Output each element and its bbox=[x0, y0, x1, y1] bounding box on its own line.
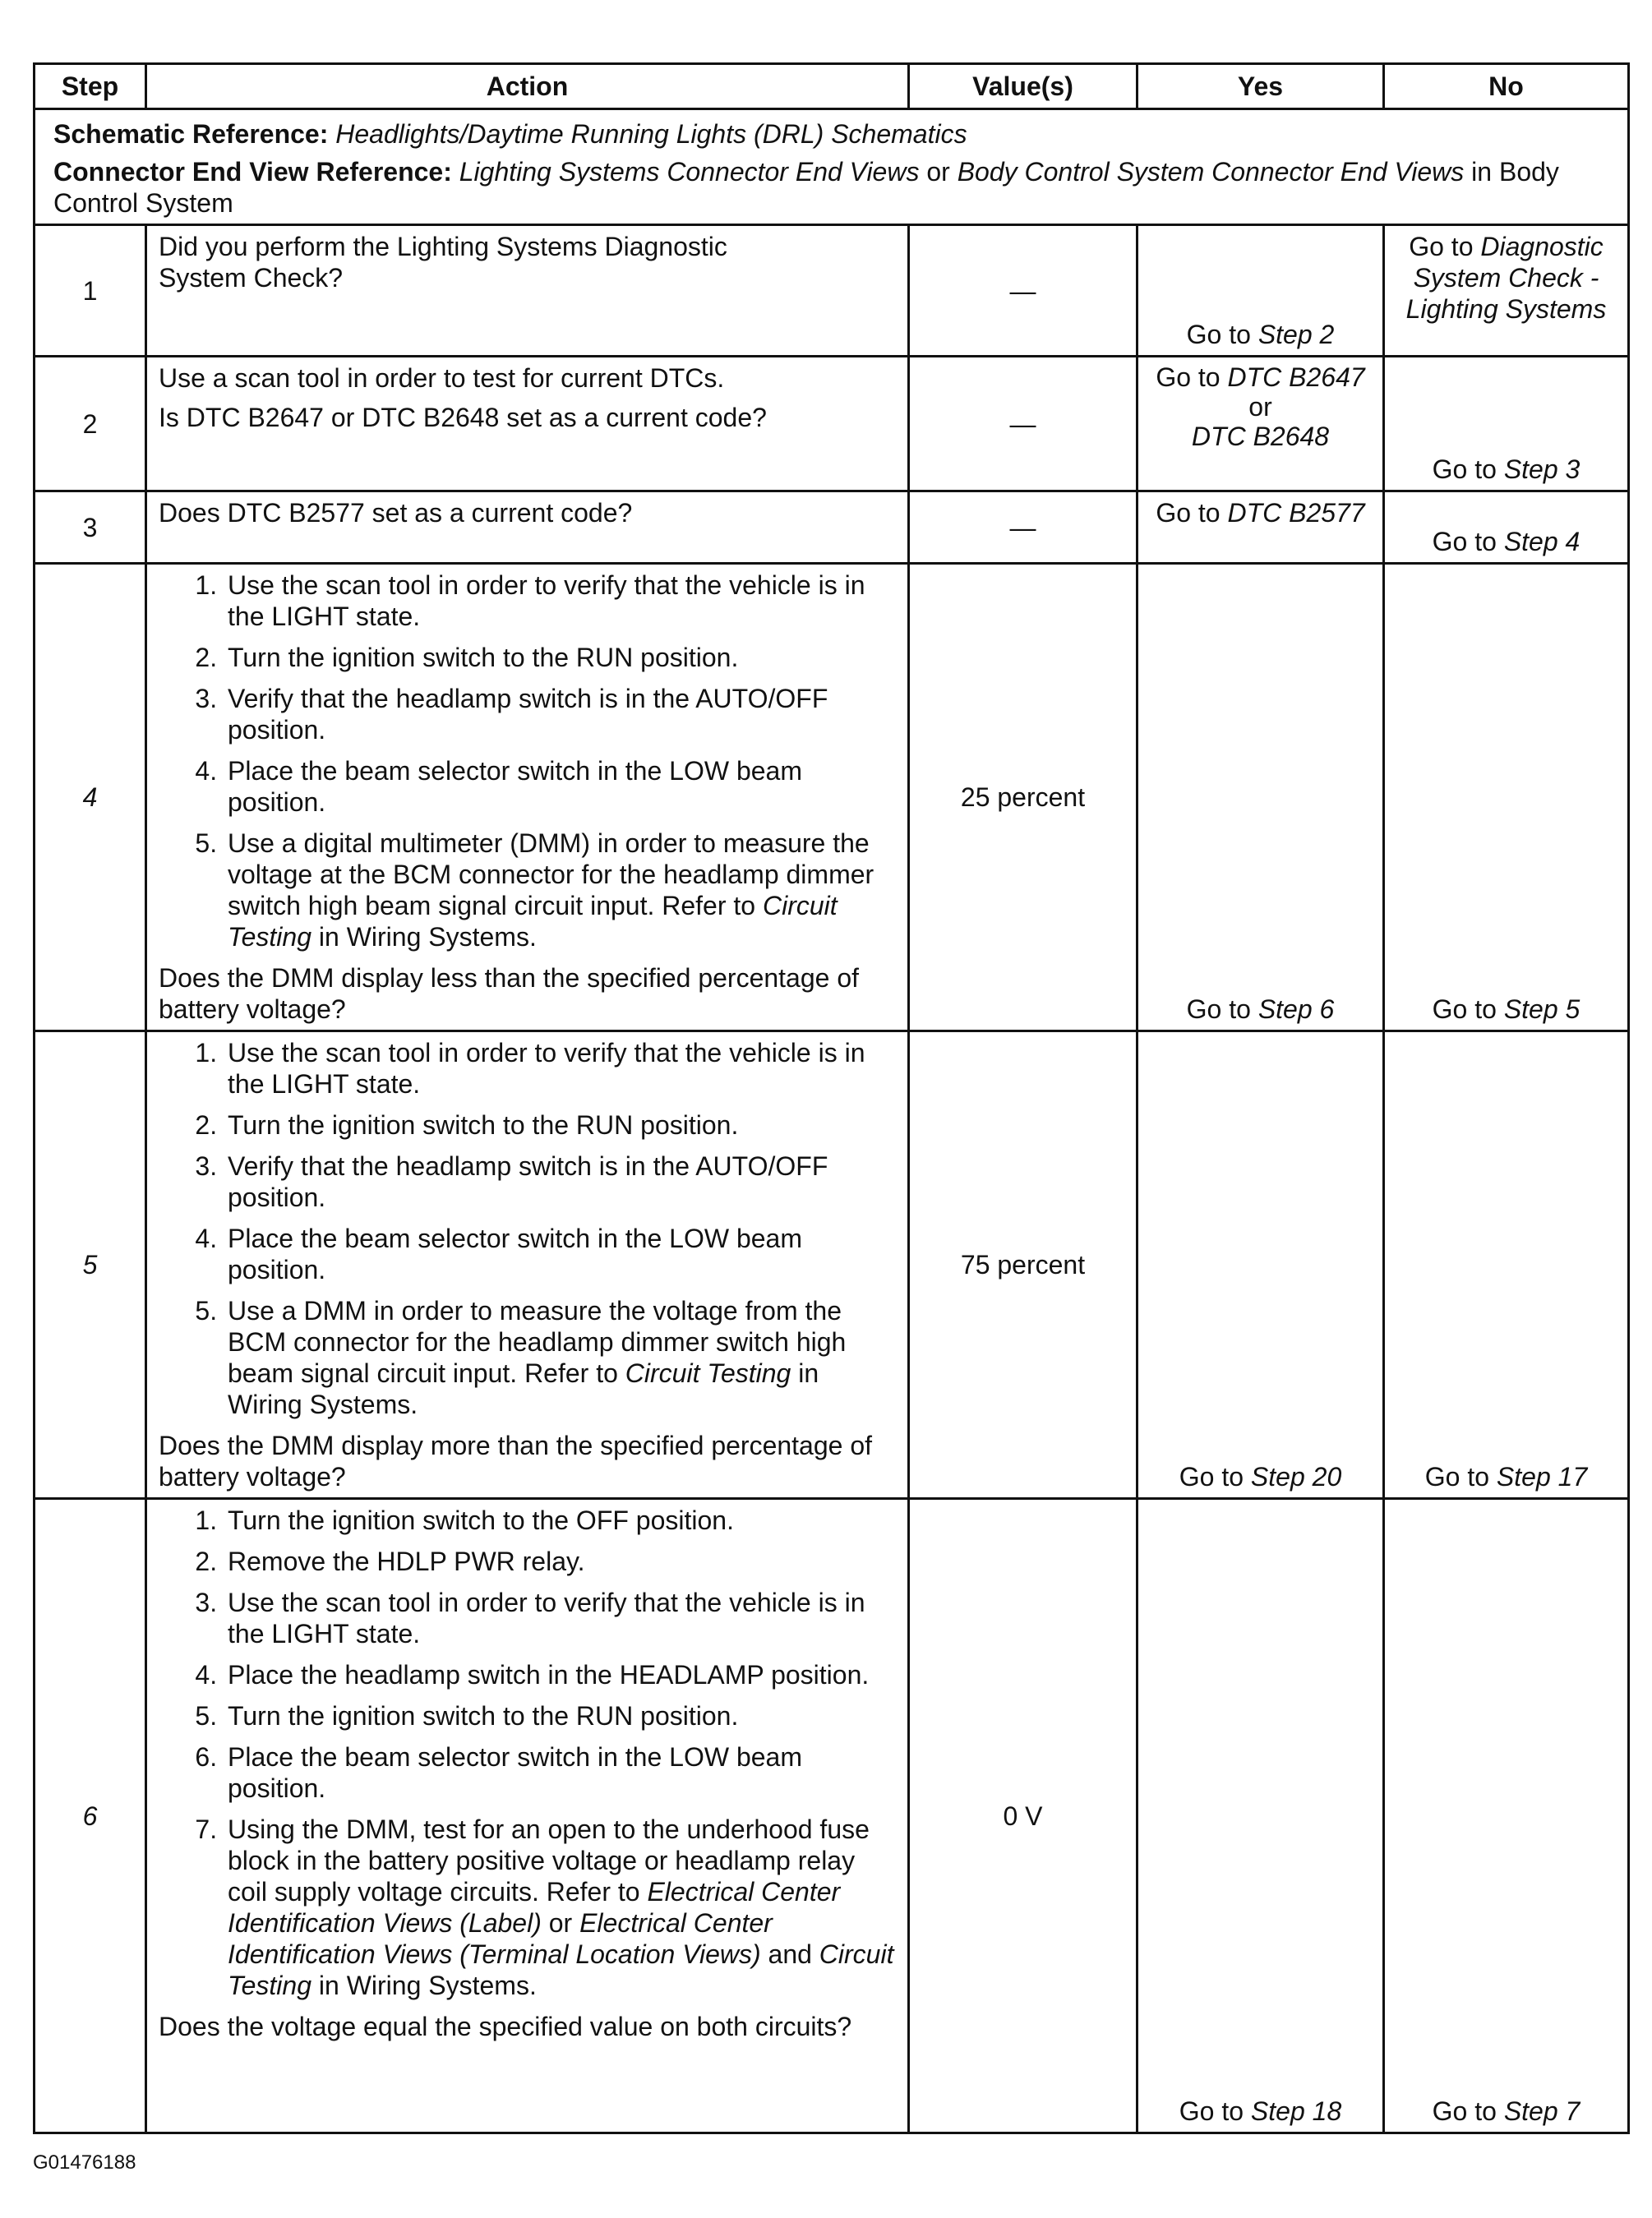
list-item: 4. Place the beam selector switch in the LOW beam position. bbox=[224, 755, 896, 818]
action-cell bbox=[146, 491, 909, 564]
connector-label: Connector End View Reference: bbox=[53, 157, 452, 187]
action-cell bbox=[146, 1499, 909, 2133]
list-item: 1. Turn the ignition switch to the OFF position. bbox=[224, 1505, 896, 1536]
reference-row bbox=[35, 109, 1629, 225]
schematic-label: Schematic Reference: bbox=[53, 119, 329, 149]
list-item bbox=[224, 1295, 896, 1420]
yes-prefix: Go to bbox=[1179, 2096, 1244, 2126]
action-question: Does the DMM display more than the specified percentage of battery voltage? bbox=[159, 1431, 873, 1492]
no-link[interactable]: Step 17 bbox=[1496, 1462, 1588, 1492]
connector-suffix: in Body Control System bbox=[53, 157, 1559, 218]
procedure-list bbox=[159, 569, 896, 952]
header-no: No bbox=[1384, 64, 1629, 109]
no-prefix: Go to bbox=[1432, 454, 1497, 484]
circuit-testing-link[interactable]: Circuit Testing bbox=[228, 1939, 894, 2000]
yes-or: or bbox=[1248, 392, 1272, 422]
action-question: Is DTC B2647 or DTC B2648 set as a current code? bbox=[159, 403, 767, 432]
no-cell bbox=[1384, 1499, 1629, 2133]
reference-cell bbox=[35, 109, 1629, 225]
no-prefix: Go to bbox=[1432, 527, 1497, 556]
yes-cell bbox=[1137, 357, 1384, 491]
no-cell bbox=[1384, 1031, 1629, 1499]
schematic-link[interactable]: Headlights/Daytime Running Lights (DRL) Schematics bbox=[335, 119, 967, 149]
yes-cell bbox=[1137, 1031, 1384, 1499]
list-item: 5. Turn the ignition switch to the RUN position. bbox=[224, 1700, 896, 1732]
connector-link-lighting[interactable]: Lighting Systems Connector End Views bbox=[459, 157, 920, 187]
list-item-text: and bbox=[768, 1939, 812, 1969]
connector-reference bbox=[53, 156, 1609, 219]
action-text: Did you perform the Lighting Systems Diagnostic System Check? bbox=[159, 232, 727, 293]
yes-link[interactable]: DTC B2577 bbox=[1227, 498, 1365, 528]
list-item-text: in Wiring Systems. bbox=[228, 1358, 819, 1419]
step-number: 6 bbox=[35, 1499, 146, 2133]
step-number: 4 bbox=[35, 564, 146, 1031]
list-item: 1. Use the scan tool in order to verify that the vehicle is in the LIGHT state. bbox=[224, 1037, 896, 1100]
action-cell bbox=[146, 1031, 909, 1499]
table-row bbox=[35, 1499, 1629, 2133]
value-cell: 75 percent bbox=[909, 1031, 1137, 1499]
list-item: 2. Turn the ignition switch to the RUN position. bbox=[224, 1109, 896, 1141]
table-row bbox=[35, 564, 1629, 1031]
yes-prefix: Go to bbox=[1156, 362, 1221, 392]
yes-cell bbox=[1137, 1499, 1384, 2133]
header-row bbox=[35, 64, 1629, 109]
step-number: 1 bbox=[35, 225, 146, 357]
yes-cell bbox=[1137, 491, 1384, 564]
value-cell: 0 V bbox=[909, 1499, 1137, 2133]
value-cell: — bbox=[909, 491, 1137, 564]
value-cell: — bbox=[909, 357, 1137, 491]
yes-cell bbox=[1137, 564, 1384, 1031]
header-values: Value(s) bbox=[909, 64, 1137, 109]
list-item-text: in Wiring Systems. bbox=[318, 1971, 537, 2000]
list-item: 2. Remove the HDLP PWR relay. bbox=[224, 1546, 896, 1577]
action-cell bbox=[146, 564, 909, 1031]
step-number: 3 bbox=[35, 491, 146, 564]
header-step: Step bbox=[35, 64, 146, 109]
value-cell: — bbox=[909, 225, 1137, 357]
table-row bbox=[35, 491, 1629, 564]
table-row bbox=[35, 225, 1629, 357]
no-link[interactable]: Diagnostic System Check - Lighting Systems bbox=[1405, 232, 1607, 324]
yes-prefix: Go to bbox=[1179, 1462, 1244, 1492]
list-item-text: or bbox=[548, 1908, 573, 1938]
yes-link-2[interactable]: DTC B2648 bbox=[1191, 422, 1330, 451]
no-cell bbox=[1384, 564, 1629, 1031]
yes-link[interactable]: Step 2 bbox=[1257, 320, 1335, 349]
step-number: 2 bbox=[35, 357, 146, 491]
circuit-testing-link[interactable]: Circuit Testing bbox=[228, 891, 838, 952]
list-item: 3. Verify that the headlamp switch is in the AUTO/OFF position. bbox=[224, 683, 896, 745]
action-text: Does DTC B2577 set as a current code? bbox=[159, 498, 633, 528]
list-item: 2. Turn the ignition switch to the RUN position. bbox=[224, 642, 896, 673]
value-cell: 25 percent bbox=[909, 564, 1137, 1031]
list-item-text: Use a digital multimeter (DMM) in order to measure the voltage at the BCM connector for the headlamp dimmer switch high beam signal circuit input. Refer to bbox=[228, 828, 874, 920]
yes-cell bbox=[1137, 225, 1384, 357]
action-text: Use a scan tool in order to test for current DTCs. bbox=[159, 363, 725, 393]
yes-prefix: Go to bbox=[1186, 320, 1251, 349]
list-item bbox=[224, 1814, 896, 2001]
action-cell bbox=[146, 225, 909, 357]
list-item: 3. Use the scan tool in order to verify that the vehicle is in the LIGHT state. bbox=[224, 1587, 896, 1649]
no-link[interactable]: Step 4 bbox=[1503, 527, 1580, 556]
yes-prefix: Go to bbox=[1186, 994, 1251, 1024]
list-item: 6. Place the beam selector switch in the LOW beam position. bbox=[224, 1741, 896, 1804]
no-link[interactable]: Step 7 bbox=[1503, 2096, 1580, 2126]
no-cell bbox=[1384, 225, 1629, 357]
schematic-reference bbox=[53, 118, 1609, 150]
figure-id: G01476188 bbox=[33, 2151, 136, 2174]
yes-link[interactable]: DTC B2647 bbox=[1227, 362, 1365, 392]
connector-or: or bbox=[926, 157, 950, 187]
list-item-text: in Wiring Systems. bbox=[318, 922, 537, 952]
action-cell bbox=[146, 357, 909, 491]
no-link[interactable]: Step 3 bbox=[1503, 454, 1580, 484]
list-item: 1. Use the scan tool in order to verify that the vehicle is in the LIGHT state. bbox=[224, 569, 896, 632]
list-item-text: Use a DMM in order to measure the voltage from the BCM connector for the headlamp dimmer switch high beam signal circuit input. Refer to bbox=[228, 1296, 847, 1388]
no-cell bbox=[1384, 357, 1629, 491]
step-number: 5 bbox=[35, 1031, 146, 1499]
yes-prefix: Go to bbox=[1156, 498, 1221, 528]
no-prefix: Go to bbox=[1432, 994, 1497, 1024]
list-item-text: Using the DMM, test for an open to the underhood fuse block in the battery positive voltage or headlamp relay coil supply voltage circuits. Refer to bbox=[228, 1815, 870, 1907]
connector-link-body[interactable]: Body Control System Connector End Views bbox=[957, 157, 1465, 187]
action-question: Does the DMM display less than the specified percentage of battery voltage? bbox=[159, 963, 860, 1024]
list-item: 4. Place the beam selector switch in the LOW beam position. bbox=[224, 1223, 896, 1285]
procedure-list bbox=[159, 1037, 896, 1420]
table-row bbox=[35, 357, 1629, 491]
yes-link[interactable]: Step 20 bbox=[1250, 1462, 1342, 1492]
list-item: 3. Verify that the headlamp switch is in the AUTO/OFF position. bbox=[224, 1151, 896, 1213]
header-yes: Yes bbox=[1137, 64, 1384, 109]
circuit-testing-link[interactable]: Circuit Testing bbox=[625, 1358, 791, 1388]
no-cell bbox=[1384, 491, 1629, 564]
diagnostic-table bbox=[33, 62, 1630, 2134]
no-link[interactable]: Step 5 bbox=[1503, 994, 1580, 1024]
header-action: Action bbox=[146, 64, 909, 109]
electrical-center-terminal-link[interactable]: Electrical Center Identification Views (Terminal Location Views) bbox=[228, 1908, 773, 1969]
yes-link[interactable]: Step 6 bbox=[1257, 994, 1335, 1024]
electrical-center-label-link[interactable]: Electrical Center Identification Views (Label) bbox=[228, 1877, 841, 1938]
yes-link[interactable]: Step 18 bbox=[1250, 2096, 1342, 2126]
table-row bbox=[35, 1031, 1629, 1499]
no-prefix: Go to bbox=[1424, 1462, 1490, 1492]
no-prefix: Go to bbox=[1409, 232, 1474, 261]
list-item: 4. Place the headlamp switch in the HEADLAMP position. bbox=[224, 1659, 896, 1690]
list-item bbox=[224, 828, 896, 952]
procedure-list bbox=[159, 1505, 896, 2001]
action-question: Does the voltage equal the specified value on both circuits? bbox=[159, 2012, 852, 2041]
no-prefix: Go to bbox=[1432, 2096, 1497, 2126]
